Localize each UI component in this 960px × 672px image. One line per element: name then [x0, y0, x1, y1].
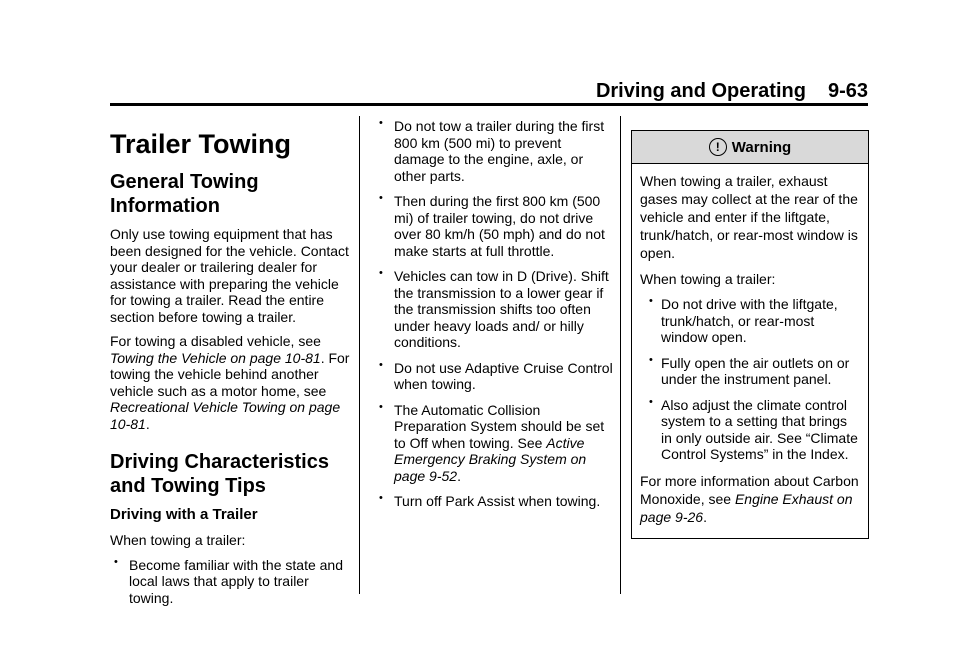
column-right: [631, 130, 869, 539]
paragraph: For towing a disabled vehicle, see Towing the Vehicle on page 10-81. For towing the vehicle behind another vehicle such as a motor home, see Recreational Vehicle Towing on page 10-81.: [110, 333, 350, 432]
cross-reference-link[interactable]: Recreational Vehicle Towing on page 10-81: [110, 399, 341, 432]
bullet-icon: •: [649, 295, 653, 307]
bullet-icon: •: [649, 353, 653, 366]
bullet-list: [110, 557, 350, 607]
section-title: Driving and Operating: [595, 80, 806, 102]
list-item: • Fully open the air outlets on or under the instrument panel.: [649, 353, 850, 387]
list-item: • Become familiar with the state and local laws that apply to trailer towing.: [114, 555, 343, 606]
page-header: [110, 80, 868, 102]
section-heading: Trailer Towing: [110, 129, 292, 159]
bullet-icon: •: [649, 395, 653, 408]
paragraph: Only use towing equipment that has been designed for the vehicle. Contact your dealer or trailering dealer for assistance with preparing the vehicle for towing a trailer. Read the entire section before towing a trailer.: [110, 226, 349, 325]
list-item: • Then during the first 800 km (500 mi) of trailer towing, do not drive over 80 km/h (50 mph) and do not make starts at full throttle.: [379, 192, 605, 259]
paragraph: When towing a trailer:: [640, 271, 776, 287]
warning-icon: !: [709, 138, 727, 156]
list-item: • Vehicles can tow in D (Drive). Shift the transmission to a lower gear if the transmission shifts too often under heavy loads and/ or hilly conditions.: [379, 267, 609, 350]
warning-header: [632, 131, 868, 164]
subsection-heading: General Towing Information: [110, 171, 259, 217]
bullet-icon: •: [379, 492, 383, 504]
bullet-icon: •: [379, 358, 383, 371]
page-number: 9-63: [827, 80, 868, 102]
bullet-icon: •: [379, 267, 383, 279]
subsection-heading: Driving Characteristics and Towing Tips: [110, 451, 329, 497]
cross-reference-link[interactable]: Engine Exhaust on page 9-26: [640, 490, 853, 525]
column-divider: [620, 116, 621, 594]
bullet-list: [640, 296, 860, 463]
paragraph: When towing a trailer, exhaust gases may collect at the rear of the vehicle and enter if the liftgate, trunk/hatch, or rear-most window is open.: [640, 173, 858, 261]
bullet-list: [375, 118, 613, 510]
warning-title: Warning: [731, 138, 792, 156]
column-middle: [375, 118, 613, 519]
header-rule: [110, 103, 868, 106]
column-divider: [359, 116, 360, 594]
minor-heading: Driving with a Trailer: [110, 506, 258, 523]
bullet-icon: •: [379, 192, 383, 204]
warning-box: [631, 130, 869, 539]
warning-body: [632, 164, 868, 538]
cross-reference-link[interactable]: Towing the Vehicle on page 10-81: [110, 349, 321, 366]
bullet-icon: •: [379, 117, 383, 129]
list-item: • Do not drive with the liftgate, trunk/hatch, or rear-most window open.: [649, 295, 838, 345]
list-item: • Do not tow a trailer during the first 800 km (500 mi) to prevent damage to the engine, axle, or other parts.: [379, 117, 605, 184]
column-left: [110, 122, 350, 615]
list-item: • The Automatic Collision Preparation System should be set to Off when towing. See Active Emergency Braking System on page 9-52.: [379, 400, 605, 484]
cross-reference-link[interactable]: Active Emergency Braking System on page 9-52: [394, 434, 587, 484]
list-item: • Do not use Adaptive Cruise Control when towing.: [379, 358, 613, 392]
paragraph: When towing a trailer:: [110, 532, 246, 548]
list-item: • Also adjust the climate control system to a setting that brings in only outside air. See “Climate Control Systems” in the Index.: [649, 395, 858, 462]
bullet-icon: •: [379, 400, 383, 413]
paragraph: For more information about Carbon Monoxide, see Engine Exhaust on page 9-26.: [640, 472, 859, 525]
list-item: • Turn off Park Assist when towing.: [379, 492, 601, 509]
bullet-icon: •: [114, 555, 118, 568]
